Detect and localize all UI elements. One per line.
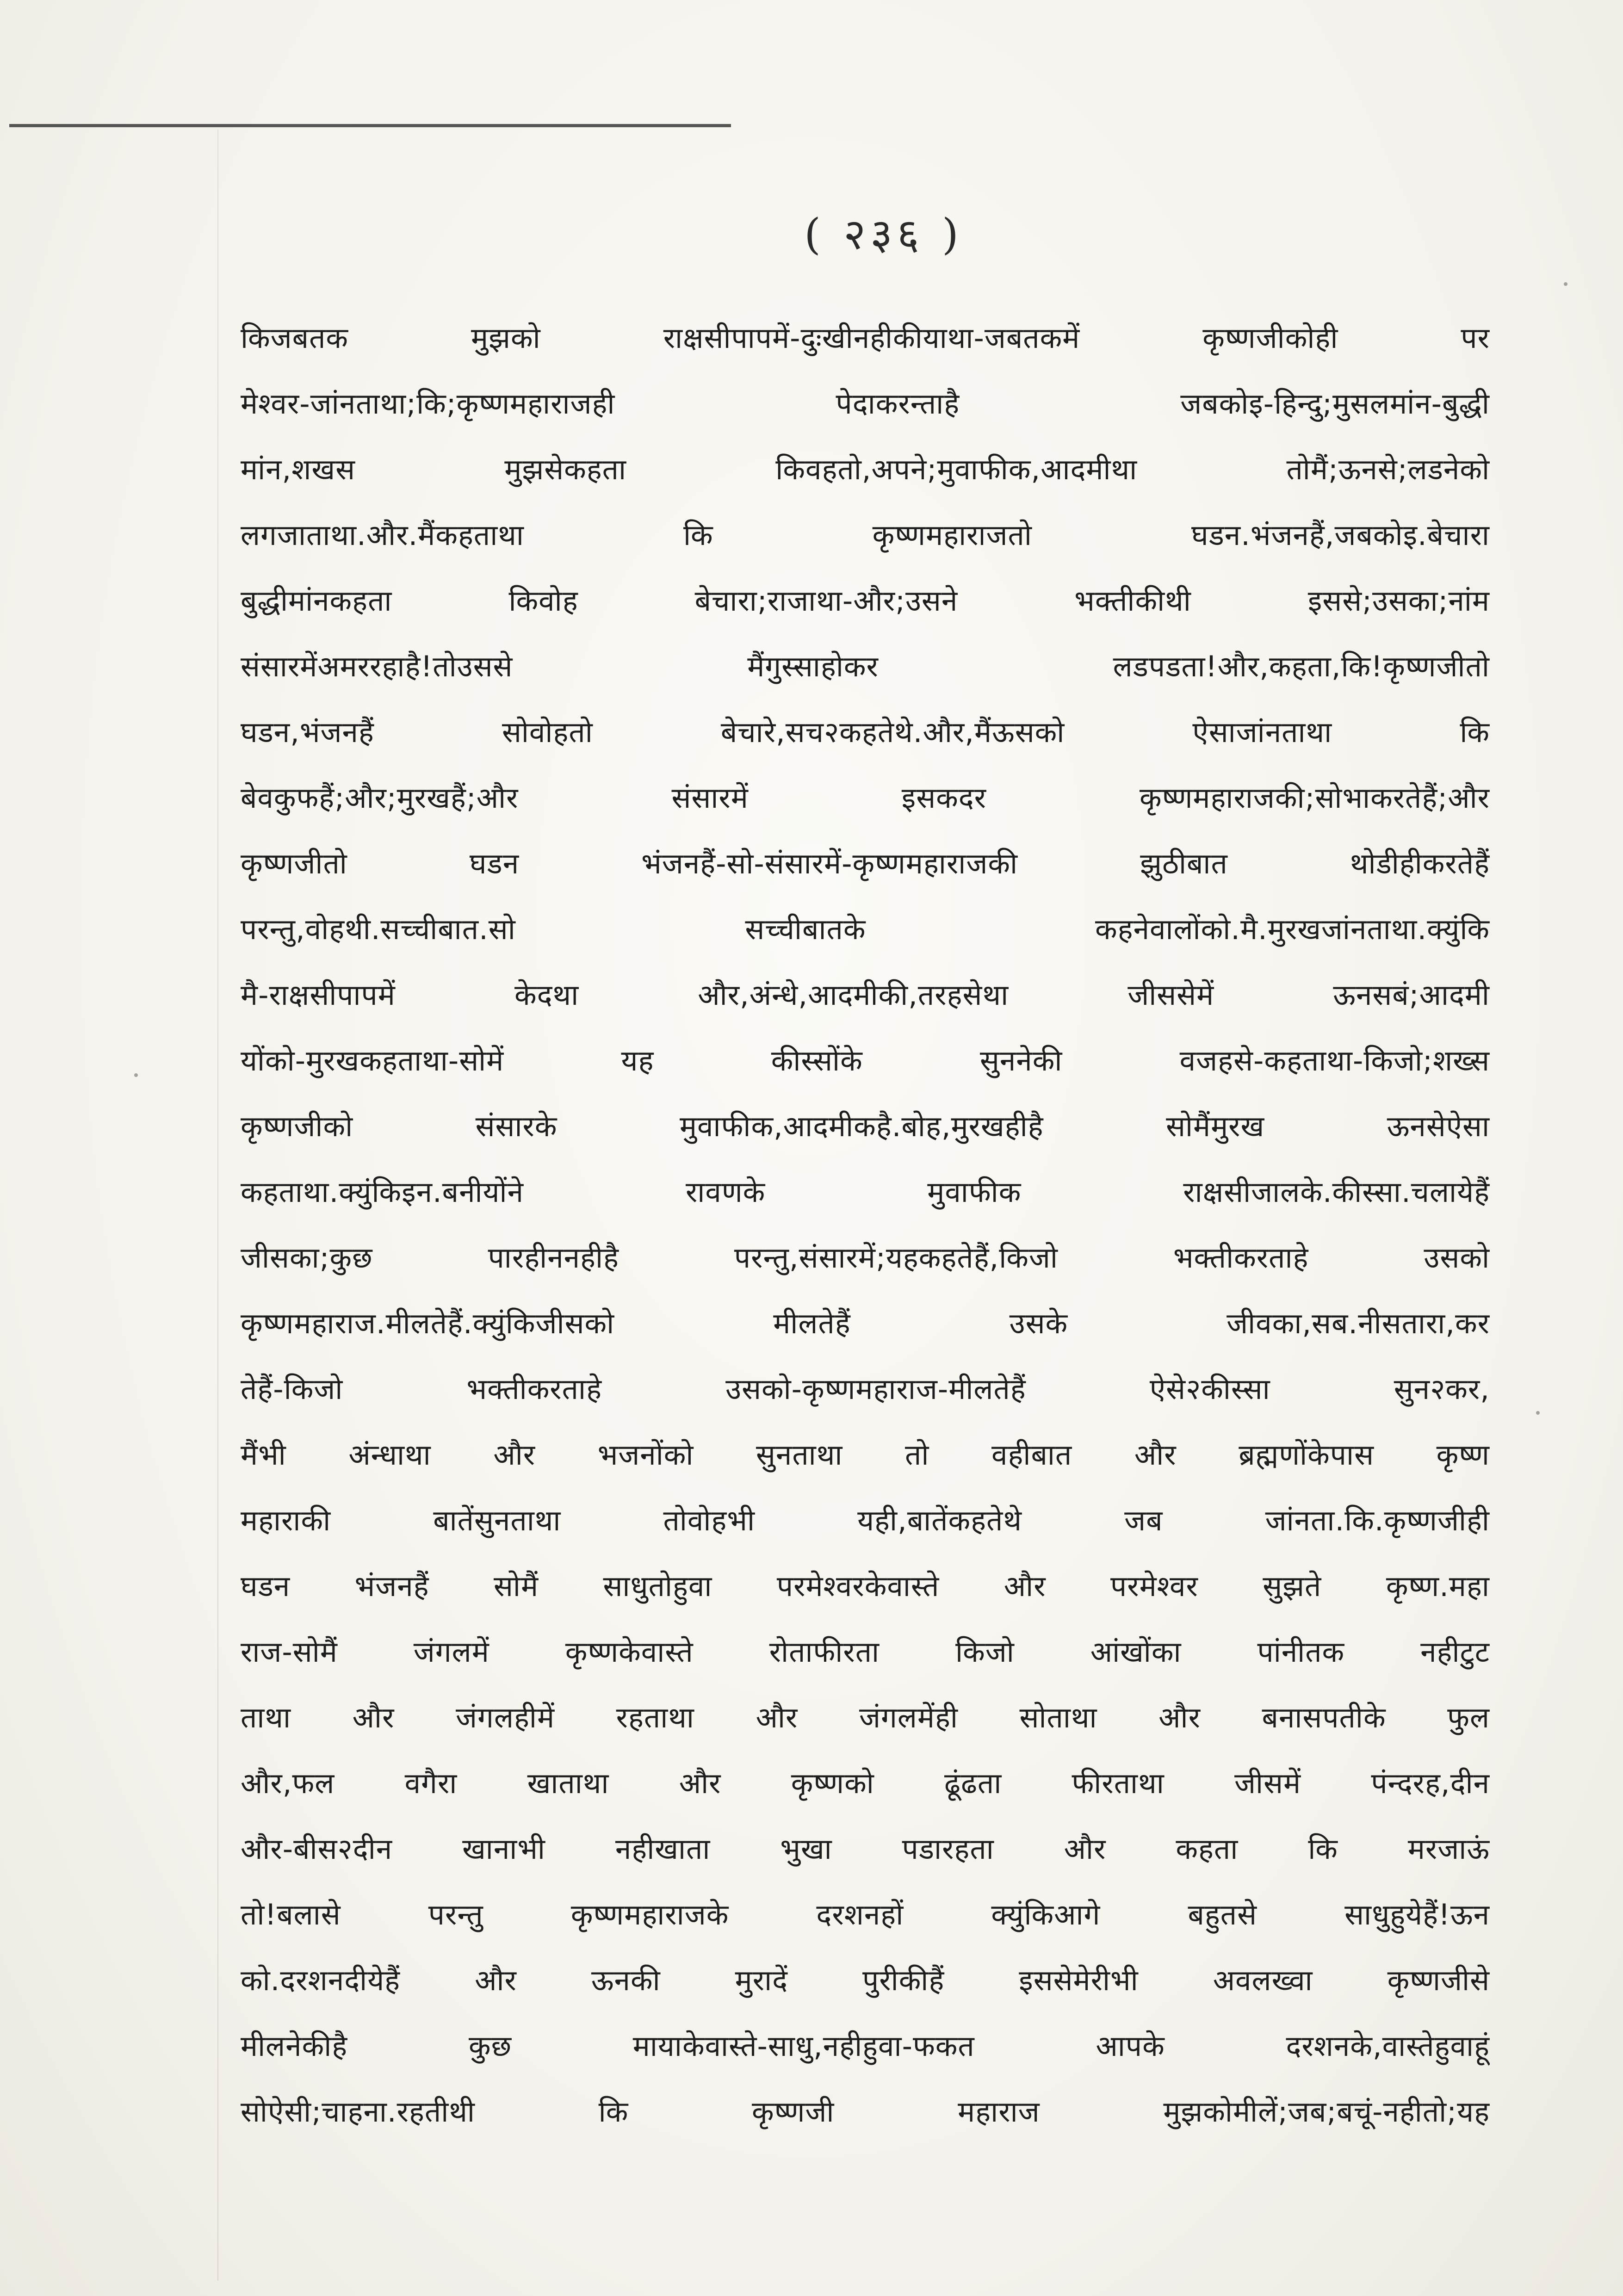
text-line: कृष्णमहाराज.मीलतेहैं.क्युंकिजीसको मीलतेहैं उसके जीवका,सब.नीसतारा,कर: [241, 1306, 1490, 1340]
text-line: घडन,भंजनहैं सोवोहतो बेचारे,सच२कहतेथे.और,मैंऊसको ऐसाजांनताथा कि: [241, 715, 1490, 749]
body-text: [241, 305, 1490, 2145]
text-line: सोऐसी;चाहना.रहतीथी कि कृष्णजी महाराज मुझकोमीलें;जब;बचूं-नहीतो;यह: [241, 2095, 1490, 2129]
paper-speck: [134, 1073, 138, 1077]
top-rule-line: [9, 124, 731, 127]
text-line: मैंभी अंन्धाथा और भजनोंको सुनताथा तो वहीबात और ब्रह्मणोंकेपास कृष्ण: [241, 1438, 1490, 1472]
text-line: महाराकी बातेंसुनताथा तोवोहभी यही,बातेंकहतेथे जब जांनता.कि.कृष्णजीही: [241, 1504, 1490, 1537]
text-line: बेवकुफहैं;और;मुरखहैं;और संसारमें इसकदर कृष्णमहाराजकी;सोभाकरतेहैं;और: [241, 781, 1490, 815]
paper-speck: [1564, 282, 1567, 286]
text-line: बुद्धीमांनकहता किवोह बेचारा;राजाथा-और;उसने भक्तीकीथी इससे;उसका;नांम: [241, 584, 1490, 618]
text-line: योंको-मुरखकहताथा-सोमें यह कीस्सोंके सुननेकी वजहसे-कहताथा-किजो;शख्स: [241, 1044, 1490, 1077]
text-line: घडन भंजनहैं सोमैं साधुतोहुवा परमेश्वरकेवास्ते और परमेश्वर सुझते कृष्ण.महा: [241, 1569, 1490, 1603]
text-line: जीसका;कुछ पारहीननहीहै परन्तु,संसारमें;यहकहतेहैं,किजो भक्तीकरताहे उसको: [241, 1241, 1490, 1275]
text-line: को.दरशनदीयेहैं और ऊनकी मुरादें पुरीकीहैं इससेमेरीभी अवलख्वा कृष्णजीसे: [241, 1963, 1490, 1997]
text-line: संसारमेंअमररहाहै!तोउससे मैंगुस्साहोकर लडपडता!और,कहता,कि!कृष्णजीतो: [241, 650, 1490, 683]
text-line: कृष्णजीतो घडन भंजनहैं-सो-संसारमें-कृष्णमहाराजकी झुठीबात थोडीहीकरतेहैं: [241, 847, 1490, 880]
text-line: और,फल वगैरा खाताथा और कृष्णको ढूंढता फीरताथा जीसमें पंन्दरह,दीन: [241, 1766, 1490, 1800]
text-line: मेश्वर-जांनताथा;कि;कृष्णमहाराजही पेदाकरन्ताहै जबकोइ-हिन्दु;मुसलमांन-बुद्धी: [241, 387, 1490, 421]
text-line: राज-सोमैं जंगलमें कृष्णकेवास्ते रोताफीरता किजो आंखोंका पांनीतक नहीटुट: [241, 1635, 1490, 1669]
text-line: कहताथा.क्युंकिइन.बनीयोंने रावणके मुवाफीक राक्षसीजालके.कीस्सा.चलायेहैं: [241, 1175, 1490, 1209]
text-line: तेहैं-किजो भक्तीकरताहे उसको-कृष्णमहाराज-मीलतेहैं ऐसे२कीस्सा सुन२कर,: [241, 1372, 1490, 1406]
text-line: तो!बलासे परन्तु कृष्णमहाराजके दरशनहों क्युंकिआगे बहुतसे साधुहुयेहैं!ऊन: [241, 1898, 1490, 1931]
text-line: मांन,शखस मुझसेकहता किवहतो,अपने;मुवाफीक,आदमीथा तोमैं;ऊनसे;लडनेको: [241, 452, 1490, 486]
text-line: परन्तु,वोहथी.सच्चीबात.सो सच्चीबातके कहनेवालोंको.मै.मुरखजांनताथा.क्युंकि: [241, 912, 1490, 946]
text-line: लगजाताथा.और.मैंकहताथा कि कृष्णमहाराजतो घडन.भंजनहैं,जबकोइ.बेचारा: [241, 518, 1490, 552]
text-line: मीलनेकीहै कुछ मायाकेवास्ते-साधु,नहीहुवा-फकत आपके दरशनके,वास्तेहुवाहूं: [241, 2029, 1490, 2063]
text-line: कृष्णजीको संसारके मुवाफीक,आदमीकहै.बोह,मुरखहीहै सोमैंमुरख ऊनसेऐसा: [241, 1109, 1490, 1143]
paper-speck: [1536, 1411, 1540, 1415]
text-line: ताथा और जंगलहीमें रहताथा और जंगलमेंही सोताथा और बनासपतीके फुल: [241, 1701, 1490, 1734]
text-line: किजबतक मुझको राक्षसीपापमें-दुःखीनहीकीयाथा-जबतकमें कृष्णजीकोही पर: [241, 321, 1490, 355]
page-number: ( २३६ ): [804, 210, 963, 259]
text-line: और-बीस२दीन खानाभी नहीखाता भुखा पडारहता और कहता कि मरजाऊं: [241, 1832, 1490, 1866]
text-line: मै-राक्षसीपापमें केदथा और,अंन्धे,आदमीकी,तरहसेथा जीससेमें ऊनसबं;आदमी: [241, 978, 1490, 1012]
page-fold-line: [217, 130, 218, 2281]
